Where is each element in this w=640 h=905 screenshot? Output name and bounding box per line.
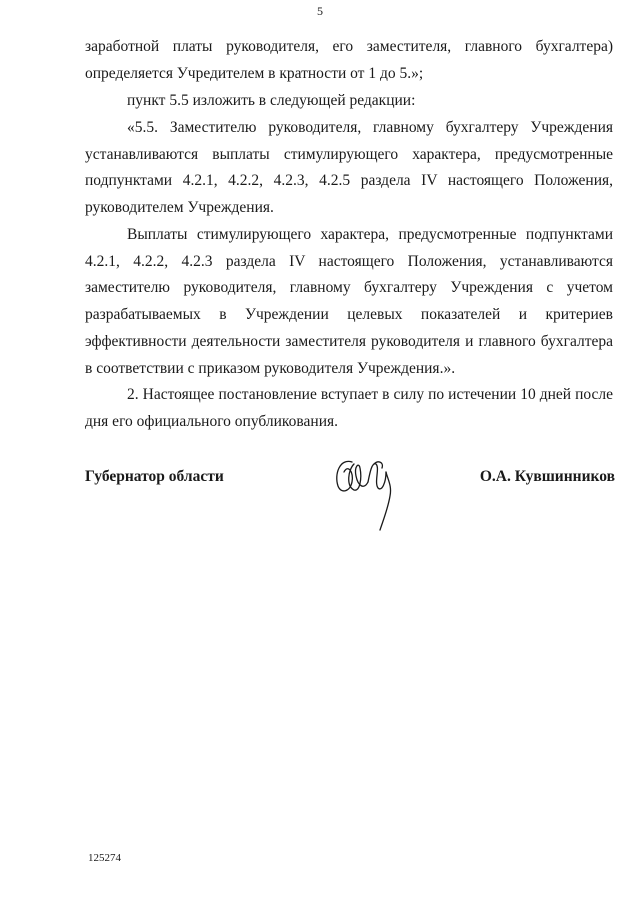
paragraph-text: Выплаты стимулирующего характера, предусмотренные подпунктами 4.2.1, 4.2.2, 4.2.3 раздела IV настоящего Положения, устанавливаются заместителю руководителя, главному бухгалтеру Учреждения с учетом разрабатываемых в Учреждении целевых показателей и критериев эффективности деятельности заместителя руководителя и главного бухгалтера в соответствии с приказом руководителя Учреждения.». xyxy=(85,226,613,377)
signer-name: О.А. Кувшинников xyxy=(479,468,615,485)
paragraph-text: пункт 5.5 изложить в следующей редакции: xyxy=(127,92,416,109)
page-number: 5 xyxy=(317,4,323,18)
paragraph-entry-into-force xyxy=(85,382,613,435)
paragraph-stimulating-payments xyxy=(85,222,613,382)
signer-title: Губернатор области xyxy=(85,468,224,485)
paragraph-clause-5-5 xyxy=(85,115,613,222)
paragraph-text: заработной платы руководителя, его заместителя, главного бухгалтера) определяется Учредителем в кратности от 1 до 5.»; xyxy=(85,38,613,82)
paragraph-text: 2. Настоящее постановление вступает в силу по истечении 10 дней после дня его официального опубликования. xyxy=(85,386,613,430)
handwritten-signature xyxy=(330,452,410,537)
document-code: 125274 xyxy=(88,852,121,864)
paragraph-amendment-intro xyxy=(85,88,613,115)
paragraph-text: «5.5. Заместителю руководителя, главному бухгалтеру Учреждения устанавливаются выплаты стимулирующего характера, предусмотренные подпунктами 4.2.1, 4.2.2, 4.2.3, 4.2.5 раздела IV настоящего Положения, руководителем Учреждения. xyxy=(85,119,613,217)
paragraph-continuation xyxy=(85,34,613,87)
